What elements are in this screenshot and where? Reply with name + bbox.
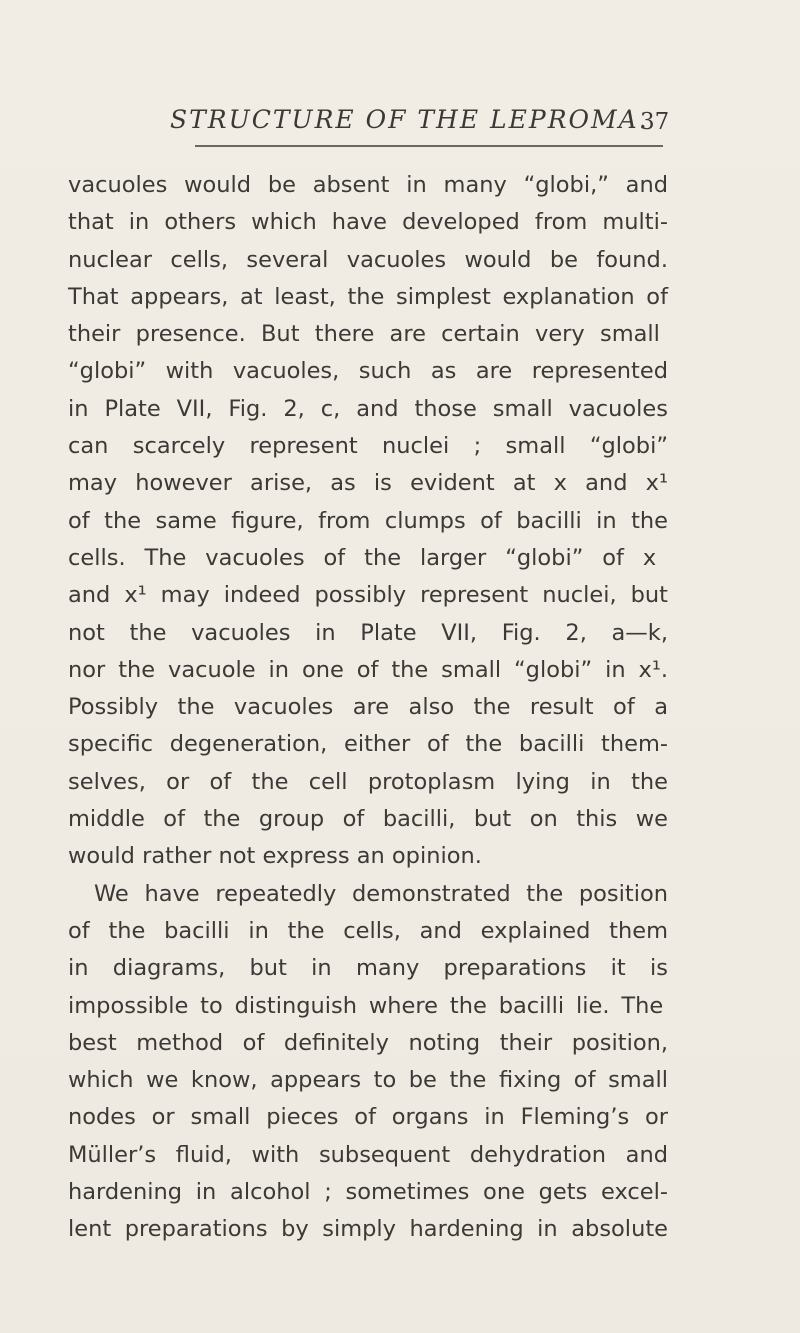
text-line: “globi” with vacuoles, such as are represented [68, 358, 668, 385]
text-line: and x¹ may indeed possibly represent nuclei, but [68, 582, 668, 609]
text-line: Müller’s fluid, with subsequent dehydration and [68, 1141, 668, 1168]
text-line: best method of definitely noting their position, [68, 1029, 668, 1056]
text-line: middle of the group of bacilli, but on this we [68, 806, 668, 833]
text-line: nodes or small pieces of organs in Fleming’s or [68, 1104, 668, 1131]
text-line: We have repeatedly demonstrated the position [94, 880, 668, 907]
text-line: specific degeneration, either of the bacilli them- [68, 731, 668, 758]
page-number: 37 [640, 109, 670, 135]
text-line: would rather not express an opinion. [68, 843, 482, 870]
text-line: in Plate VII, Fig. 2, c, and those small vacuoles [68, 395, 668, 422]
running-head [0, 105, 800, 145]
text-line: that in others which have developed from multi- [68, 209, 668, 236]
text-line: lent preparations by simply hardening in absolute [68, 1216, 668, 1243]
text-line: That appears, at least, the simplest explanation of [68, 283, 668, 310]
text-line: their presence. But there are certain very small [68, 321, 660, 348]
text-line: in diagrams, but in many preparations it is [68, 955, 668, 982]
text-line: Possibly the vacuoles are also the result of a [68, 694, 668, 721]
body-text [68, 167, 668, 1249]
text-line: of the same figure, from clumps of bacilli in the [68, 507, 668, 534]
text-line: not the vacuoles in Plate VII, Fig. 2, a—k, [68, 619, 668, 646]
text-line: nor the vacuole in one of the small “globi” in x¹. [68, 656, 668, 683]
text-line: of the bacilli in the cells, and explained them [68, 917, 668, 944]
header-rule [195, 145, 663, 147]
text-line: may however arise, as is evident at x and x¹ [68, 470, 668, 497]
text-line: nuclear cells, several vacuoles would be found. [68, 246, 668, 273]
running-head-title: STRUCTURE OF THE LEPROMA. [170, 105, 649, 134]
text-line: cells. The vacuoles of the larger “globi” of x [68, 544, 657, 571]
text-line: vacuoles would be absent in many “globi,” and [68, 172, 668, 198]
text-line: impossible to distinguish where the bacilli lie. The [68, 992, 664, 1019]
text-line: hardening in alcohol ; sometimes one gets excel- [68, 1179, 668, 1206]
text-line: selves, or of the cell protoplasm lying in the [68, 768, 668, 795]
text-line: can scarcely represent nuclei ; small “globi” [68, 433, 668, 460]
text-line: which we know, appears to be the fixing of small [68, 1067, 668, 1094]
